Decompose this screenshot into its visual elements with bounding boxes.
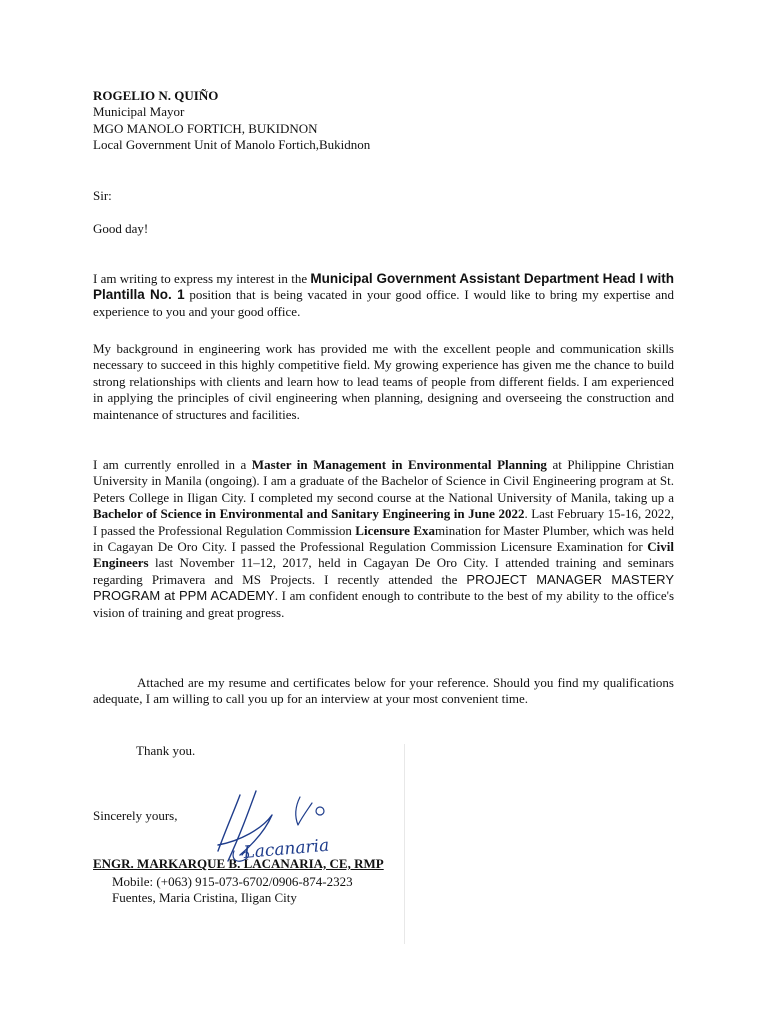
recipient-title: Municipal Mayor xyxy=(93,104,185,120)
position-title: Municipal Government Assistant Department Head I with Plantilla No. 1 xyxy=(93,271,674,303)
sender-name: ENGR. MARKARQUE B. LACANARIA, CE, RMP xyxy=(93,856,384,871)
recipient-unit: Local Government Unit of Manolo Fortich,Bukidnon xyxy=(93,137,371,153)
closing: Sincerely yours, xyxy=(93,808,178,823)
signature-tick xyxy=(296,797,312,825)
paragraph-interest xyxy=(93,271,674,320)
paragraph-attachments: Attached are my resume and certificates below for your reference. Should you find my qualifications adequate, I am willing to call you up for an interview at your most convenient time. xyxy=(93,675,674,707)
p1-text-c: position that is being vacated in your good office. I would like to bring my expertise and experience to you and your good office. xyxy=(93,287,674,319)
p3-text-g: mination for Master Plumber, which was held in Cagayan De Oro City. I passed the Professional Regulation Commission Licensure Examination for xyxy=(93,522,674,555)
p3-text-a: I am currently enrolled in a xyxy=(93,457,252,472)
p1-text-a: I am writing to express my interest in the xyxy=(93,271,311,286)
salutation: Sir: xyxy=(93,188,112,203)
signature-script: Lacanaria xyxy=(242,835,330,863)
civil-engineers-bold: Civil Engineers xyxy=(93,539,674,571)
recipient-block xyxy=(93,88,674,154)
paragraph-education xyxy=(93,457,674,621)
p3-text-i: last November 11–12, 2017, held in Cagayan De Oro City. I attended training and seminars regarding Primavera and MS Projects. I recently attended the xyxy=(93,555,674,587)
second-degree: Bachelor of Science in Environmental and Sanitary Engineering in June 2022 xyxy=(93,506,525,522)
recipient-office: MGO MANOLO FORTICH, BUKIDNON xyxy=(93,120,318,136)
signature-image xyxy=(200,785,370,875)
recipient-name: ROGELIO N. QUIÑO xyxy=(93,88,219,103)
paragraph-background: My background in engineering work has provided me with the excellent people and communication skills necessary to succeed in this highly competitive field. My growing experience has given me the chance to build strong relationships with clients and learn how to lead teams of people from different fields. I am experienced in applying the principles of civil engineering when planning, designing and overseeing the construction and maintenance of structures and facilities. xyxy=(93,341,674,422)
greeting: Good day! xyxy=(93,221,149,236)
licensure-exam-bold: Licensure Exa xyxy=(355,522,435,538)
page-divider xyxy=(404,744,405,944)
thanks: Thank you. xyxy=(136,743,196,758)
signature-dot xyxy=(316,807,324,815)
masters-program: Master in Management in Environmental Planning xyxy=(251,457,547,472)
p3-text-c: at Philippine Christian University in Manila (ongoing). I am a graduate of the Bachelor of Science in Civil Engineering program at St. Peters College in Iligan City. I completed my second course at the National University of Manila, taking up a xyxy=(93,457,675,505)
sender-mobile: Mobile: (+063) 915-073-6702/0906-874-2323 xyxy=(112,874,353,889)
ppm-program: PROJECT MANAGER MASTERY PROGRAM at PPM ACADEMY xyxy=(93,571,675,604)
p3-text-e: . Last February 15-16, 2022, I passed the Professional Regulation Commission xyxy=(93,506,674,538)
sender-address: Fuentes, Maria Cristina, Iligan City xyxy=(112,890,297,905)
p3-text-k: . I am confident enough to contribute to the best of my ability to the office's vision of training and great progress. xyxy=(93,588,674,620)
